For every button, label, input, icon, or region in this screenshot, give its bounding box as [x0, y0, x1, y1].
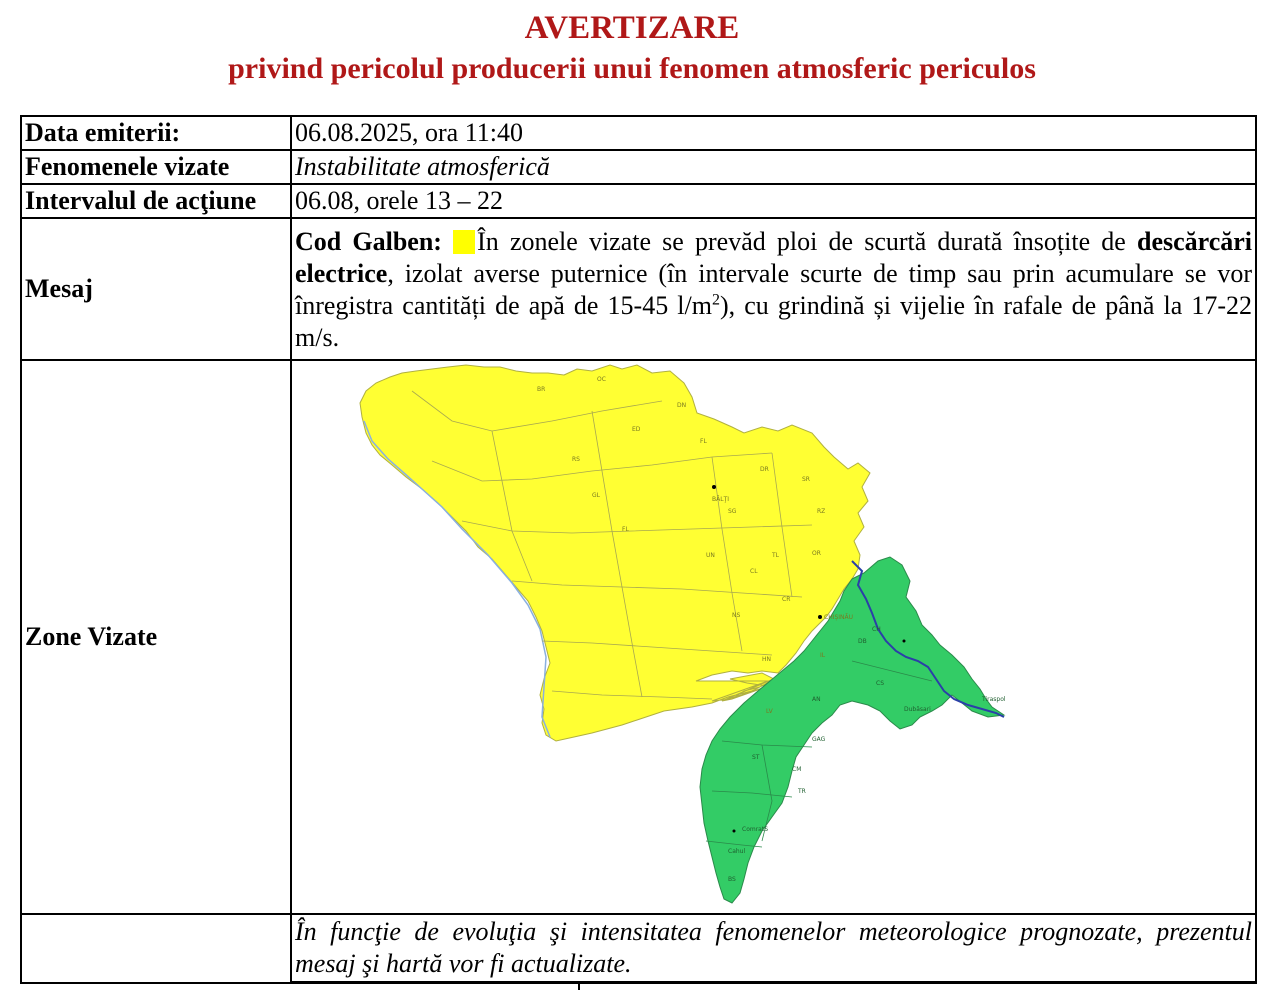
row-footer — [21, 914, 1256, 982]
map-label: TR — [798, 788, 806, 795]
message-part-2: , izolat averse puternice (în intervale scurte de timp sau prin acumulare se vor înregistra cantități de apă de 15-45 l/m — [295, 258, 1252, 320]
map-label: CL — [750, 568, 758, 575]
label-interval: Intervalul de acţiune — [21, 184, 291, 218]
map-label: ComratS — [742, 826, 769, 833]
map-label: ST — [752, 754, 760, 761]
city-dot-chisinau — [818, 615, 822, 619]
code-yellow-label: Cod Galben: — [295, 226, 442, 256]
row-zones — [21, 360, 1256, 914]
map-label: DR — [760, 466, 769, 473]
map-label: SG — [728, 508, 737, 515]
message-text — [291, 218, 1256, 360]
map-label: SR — [802, 476, 810, 483]
city-dot — [733, 830, 736, 833]
footer-note: În funcţie de evoluţia şi intensitatea fenomenelor meteorologice prognozate, prezentul mesaj şi hartă vor fi actualizate. — [291, 914, 1256, 982]
label-footer-empty — [21, 914, 291, 982]
map-label: LV — [766, 708, 773, 715]
row-date — [21, 116, 1256, 150]
map-label: OC — [597, 376, 606, 383]
message-superscript: 2 — [711, 290, 720, 308]
map-label: Cahul — [728, 848, 746, 855]
value-phenomena: Instabilitate atmosferică — [291, 150, 1256, 184]
map-label: GAG — [812, 736, 826, 743]
moldova-warning-map — [292, 361, 1254, 911]
map-cell — [291, 360, 1256, 914]
map-label: IL — [820, 652, 826, 659]
map-label: BR — [537, 386, 546, 393]
document-subtitle: privind pericolul producerii unui fenomen atmosferic periculos — [228, 52, 1036, 85]
map-label: CS — [876, 680, 884, 687]
map-label: DB — [858, 638, 867, 645]
warning-table — [20, 115, 1257, 983]
label-date: Data emiterii: — [21, 116, 291, 150]
map-label: RS — [572, 456, 580, 463]
map-label: Dubăsari — [904, 706, 931, 713]
map-label: BS — [728, 876, 736, 883]
map-label: TL — [772, 552, 780, 559]
row-phenomena — [21, 150, 1256, 184]
map-label: NS — [732, 612, 741, 619]
row-interval — [21, 184, 1256, 218]
map-label: OR — [812, 550, 821, 557]
map-label: FL — [622, 526, 629, 533]
document-title: AVERTIZARE — [524, 10, 740, 46]
map-label: BĂLŢI — [712, 496, 729, 503]
label-message: Mesaj — [21, 218, 291, 360]
message-part-3: ), cu grindină și vijelie în rafale de până la 17-22 m/s. — [295, 290, 1252, 352]
row-message — [21, 218, 1256, 360]
value-date: 06.08.2025, ora 11:40 — [291, 116, 1256, 150]
message-bold: descărcări electrice — [295, 226, 1253, 288]
map-label: AN — [812, 696, 821, 703]
yellow-code-swatch — [453, 230, 475, 254]
map-label: Tiraspol — [982, 696, 1006, 703]
city-dot — [903, 640, 906, 643]
label-phenomena: Fenomenele vizate — [21, 150, 291, 184]
map-label: DN — [677, 402, 687, 409]
map-label: CM — [792, 766, 802, 773]
label-zones: Zone Vizate — [21, 360, 291, 914]
map-label: CR — [782, 596, 791, 603]
map-label: HN — [762, 656, 771, 663]
city-dot-balti — [712, 485, 716, 489]
message-part-1: În zonele vizate se prevăd ploi de scurtă durată însoțite de — [477, 226, 1126, 256]
next-table-top-border — [20, 982, 1257, 990]
map-label: ED — [632, 426, 641, 433]
map-label: CH — [872, 626, 881, 633]
map-label: RZ — [817, 508, 826, 515]
map-label: GL — [592, 492, 600, 499]
value-interval: 06.08, orele 13 – 22 — [291, 184, 1256, 218]
map-place-label: CHIȘINĂU — [824, 614, 854, 621]
map-label: FL — [700, 438, 707, 445]
map-label: UN — [706, 552, 715, 559]
next-table-separator — [578, 984, 580, 990]
